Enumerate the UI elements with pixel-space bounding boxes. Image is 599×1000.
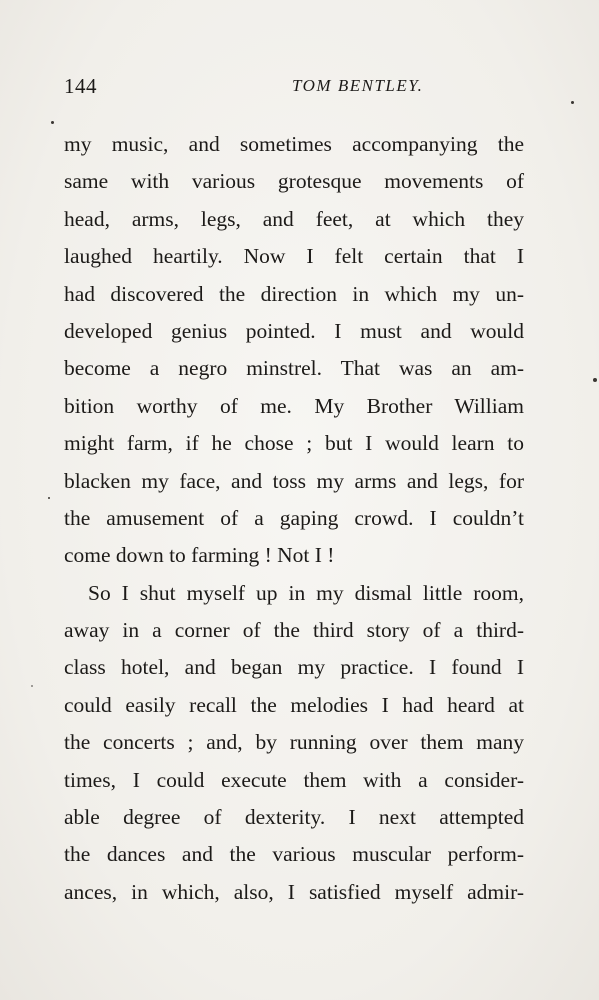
text-line: come down to farming ! Not I ! bbox=[64, 543, 335, 568]
body-text bbox=[64, 126, 524, 911]
text-line: blacken my face, and toss my arms and legs, for bbox=[64, 468, 524, 493]
text-line: the amusement of a gaping crowd. I couldn’t bbox=[64, 505, 524, 530]
running-head: TOM BENTLEY. bbox=[292, 76, 424, 95]
text-line: my music, and sometimes accompanying the bbox=[64, 132, 524, 156]
text-line: same with various grotesque movements of bbox=[64, 169, 524, 194]
ink-speck bbox=[593, 378, 597, 382]
text-line: might farm, if he chose ; but I would learn to bbox=[64, 431, 524, 456]
text-line: bition worthy of me. My Brother William bbox=[64, 393, 524, 418]
text-line: times, I could execute them with a consider- bbox=[64, 767, 524, 792]
text-line: the concerts ; and, by running over them many bbox=[64, 730, 524, 755]
page-header bbox=[64, 74, 524, 104]
text-line: ances, in which, also, I satisfied myself admir- bbox=[64, 879, 524, 904]
text-line: So I shut myself up in my dismal little room, bbox=[88, 580, 524, 605]
ink-speck bbox=[31, 685, 33, 687]
text-line: laughed heartily. Now I felt certain that I bbox=[64, 244, 524, 269]
text-line: class hotel, and began my practice. I found I bbox=[64, 655, 524, 680]
ink-speck bbox=[571, 101, 574, 104]
ink-speck bbox=[51, 121, 54, 124]
ink-speck bbox=[48, 497, 50, 499]
text-line: become a negro minstrel. That was an am- bbox=[64, 356, 524, 381]
text-line: able degree of dexterity. I next attempted bbox=[64, 805, 524, 830]
page-number: 144 bbox=[64, 74, 97, 98]
text-line: the dances and the various muscular perform- bbox=[64, 842, 524, 867]
text-line: could easily recall the melodies I had heard at bbox=[64, 692, 524, 717]
text-line: away in a corner of the third story of a third- bbox=[64, 618, 524, 643]
text-line: developed genius pointed. I must and would bbox=[64, 318, 524, 343]
text-line: had discovered the direction in which my un- bbox=[64, 281, 524, 306]
text-line: head, arms, legs, and feet, at which they bbox=[64, 206, 524, 231]
